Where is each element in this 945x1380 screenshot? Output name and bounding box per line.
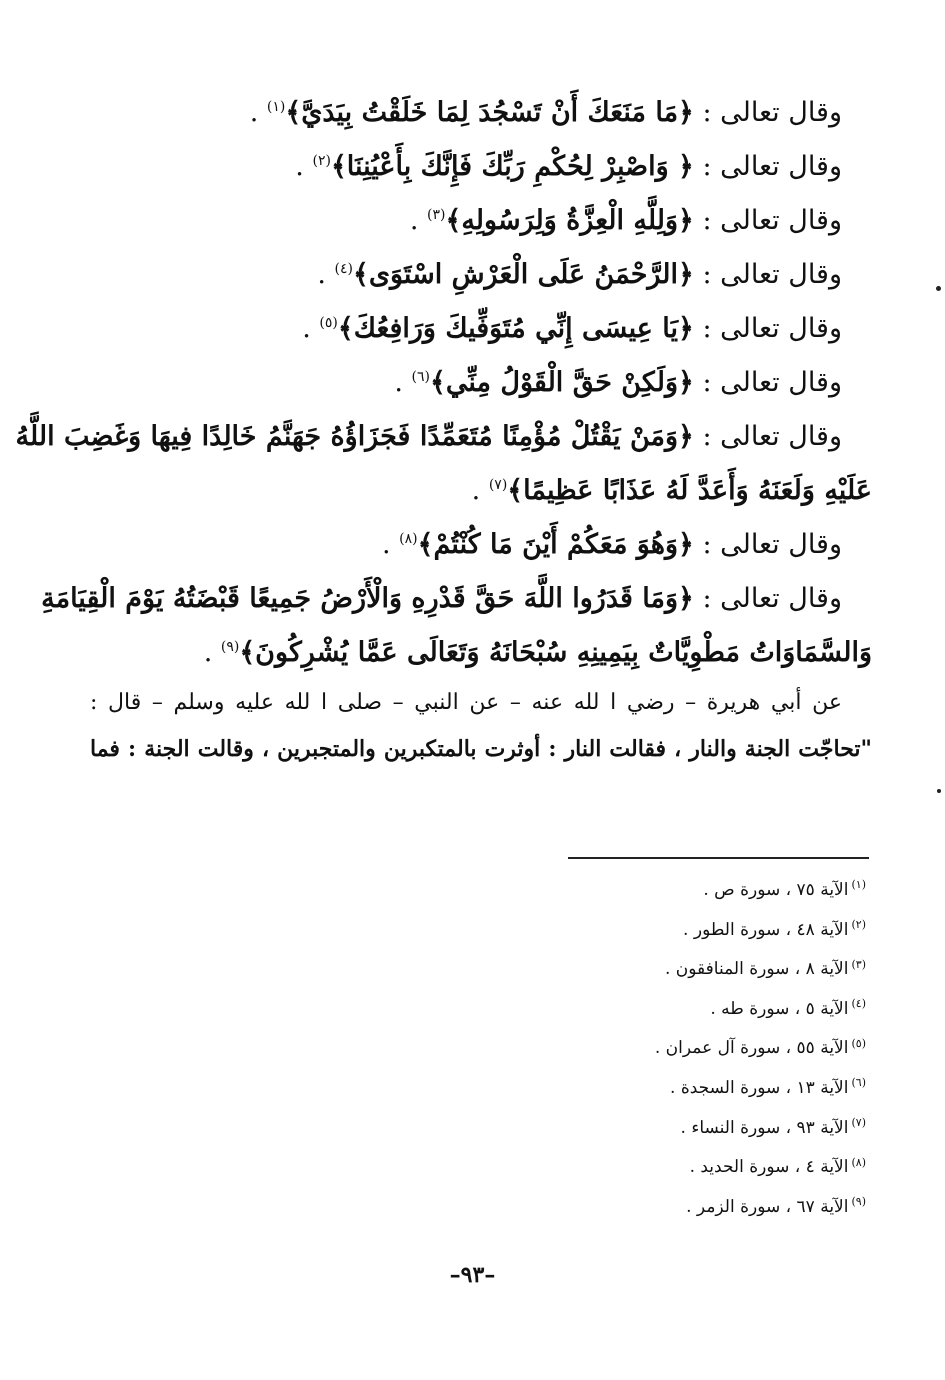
verse-line-11 (90, 626, 872, 680)
footnote-6 (500, 1069, 866, 1109)
footnote-7 (500, 1109, 866, 1149)
verse-end: . (382, 529, 400, 560)
footnote-ref: (٧) (488, 477, 508, 493)
verse-line-8 (90, 464, 872, 518)
footnote-ref: (٤) (334, 261, 354, 277)
verse-line-9 (90, 518, 872, 572)
verse-end: . (203, 637, 221, 668)
verse-intro: وقال تعالى : (693, 151, 842, 182)
verse-intro: وقال تعالى : (693, 313, 842, 344)
footnote-9 (500, 1188, 866, 1228)
verse-line-6 (90, 356, 872, 410)
verse-end: . (295, 151, 313, 182)
verse-line-2 (90, 140, 872, 194)
main-text (15, 86, 872, 772)
verse-intro: وقال تعالى : (693, 529, 842, 560)
verse-line-5 (90, 302, 872, 356)
footnote-text: الآية ٥ ، سورة طه . (710, 998, 849, 1019)
footnote-ref: (٢) (312, 153, 331, 169)
footnote-number: (٧) (851, 1115, 866, 1129)
verse-intro: وقال تعالى : (693, 367, 842, 398)
footnote-number: (٦) (851, 1076, 866, 1090)
footnotes (500, 871, 866, 1227)
verse-end: . (249, 97, 267, 128)
footnote-number: (١) (851, 878, 866, 892)
quran-verse: ﴿مَا مَنَعَكَ أَنْ تَسْجُدَ لِمَا خَلَقْتُ بِيَدَيَّ﴾ (285, 97, 694, 128)
quran-verse: ﴿وَهُوَ مَعَكُمْ أَيْنَ مَا كُنْتُمْ﴾ (417, 529, 694, 560)
quran-verse: ﴿يَا عِيسَى إِنِّي مُتَوَفِّيكَ وَرَافِعُكَ﴾ (337, 313, 694, 344)
scan-speck (936, 286, 941, 291)
footnote-number: (٢) (851, 917, 866, 931)
quran-verse: ﴿وَمَا قَدَرُوا اللَّهَ حَقَّ قَدْرِهِ وَالْأَرْضُ جَمِيعًا قَبْضَتُهُ يَوْمَ الْقِيَامَةِ (41, 583, 694, 614)
footnote-3 (500, 950, 866, 990)
footnote-text: الآية ٦٧ ، سورة الزمر . (686, 1196, 849, 1217)
verse-intro: وقال تعالى : (693, 97, 842, 128)
hadith-line-2: "تحاجّت الجنة والنار ، فقالت النار : أوثرت بالمتكبرين والمتجبرين ، وقالت الجنة : فما (90, 736, 872, 762)
verse-intro: وقال تعالى : (693, 205, 842, 236)
footnote-text: الآية ٤ ، سورة الحديد . (689, 1157, 849, 1178)
footnote-8 (500, 1148, 866, 1188)
verse-line-1 (90, 86, 872, 140)
footnote-text: الآية ٤٨ ، سورة الطور . (683, 919, 849, 940)
footnote-4 (500, 990, 866, 1030)
quran-verse: ﴿وَمَنْ يَقْتُلْ مُؤْمِنًا مُتَعَمِّدًا فَجَزَاؤُهُ جَهَنَّمُ خَالِدًا فِيهَا وَغَضِبَ اللَّهُ (15, 421, 694, 452)
verse-end: . (409, 205, 428, 236)
verse-intro: وقال تعالى : (693, 583, 842, 614)
verse-line-4 (90, 248, 872, 302)
footnote-number: (٥) (851, 1036, 866, 1050)
footnote-text: الآية ١٣ ، سورة السجدة . (670, 1077, 849, 1098)
page-number: –٩٣– (449, 1262, 496, 1288)
hadith-line-1: عن أبي هريرة – رضي ا لله عنه – عن النبي – صلى ا لله عليه وسلم – قال : (90, 690, 842, 715)
footnote-ref: (٣) (427, 207, 446, 223)
footnote-divider (568, 857, 869, 859)
footnote-number: (٨) (851, 1155, 866, 1169)
quran-verse: وَالسَّمَاوَاتُ مَطْوِيَّاتٌ بِيَمِينِهِ سُبْحَانَهُ وَتَعَالَى عَمَّا يُشْرِكُونَ﴾ (239, 637, 872, 668)
footnote-ref: (٨) (399, 531, 418, 547)
verse-line-7 (15, 410, 872, 464)
verse-intro: وقال تعالى : (693, 259, 842, 290)
verse-end: . (302, 313, 320, 344)
footnote-1 (500, 871, 866, 911)
footnote-number: (٩) (851, 1195, 866, 1209)
footnote-ref: (٩) (220, 639, 240, 655)
footnote-text: الآية ٩٣ ، سورة النساء . (680, 1117, 849, 1138)
verse-end: . (394, 367, 412, 398)
verse-line-3 (90, 194, 872, 248)
quran-verse: ﴿ وَاصْبِرْ لِحُكْمِ رَبِّكَ فَإِنَّكَ بِأَعْيُنِنَا﴾ (330, 151, 694, 182)
quran-verse: ﴿وَلَكِنْ حَقَّ الْقَوْلُ مِنِّي﴾ (430, 367, 694, 398)
quran-verse: عَلَيْهِ وَلَعَنَهُ وَأَعَدَّ لَهُ عَذَابًا عَظِيمًا﴾ (507, 475, 872, 506)
footnote-number: (٣) (851, 957, 866, 971)
footnote-text: الآية ٨ ، سورة المنافقون . (664, 959, 849, 980)
footnote-5 (500, 1029, 866, 1069)
footnote-ref: (٥) (319, 315, 338, 331)
verse-end: . (471, 475, 489, 506)
footnote-ref: (١) (266, 99, 286, 115)
verse-end: . (317, 259, 335, 290)
footnote-text: الآية ٥٥ ، سورة آل عمران . (654, 1038, 849, 1059)
verse-intro: وقال تعالى : (693, 421, 842, 452)
footnote-2 (500, 911, 866, 951)
verse-line-10 (41, 572, 872, 626)
footnote-ref: (٦) (411, 369, 431, 385)
quran-verse: ﴿الرَّحْمَنُ عَلَى الْعَرْشِ اسْتَوَى﴾ (353, 259, 694, 290)
footnote-number: (٤) (851, 997, 866, 1011)
scan-speck (937, 789, 941, 793)
quran-verse: ﴿وَلِلَّهِ الْعِزَّةُ وَلِرَسُولِهِ﴾ (445, 205, 694, 236)
footnote-text: الآية ٧٥ ، سورة ص . (703, 880, 849, 900)
